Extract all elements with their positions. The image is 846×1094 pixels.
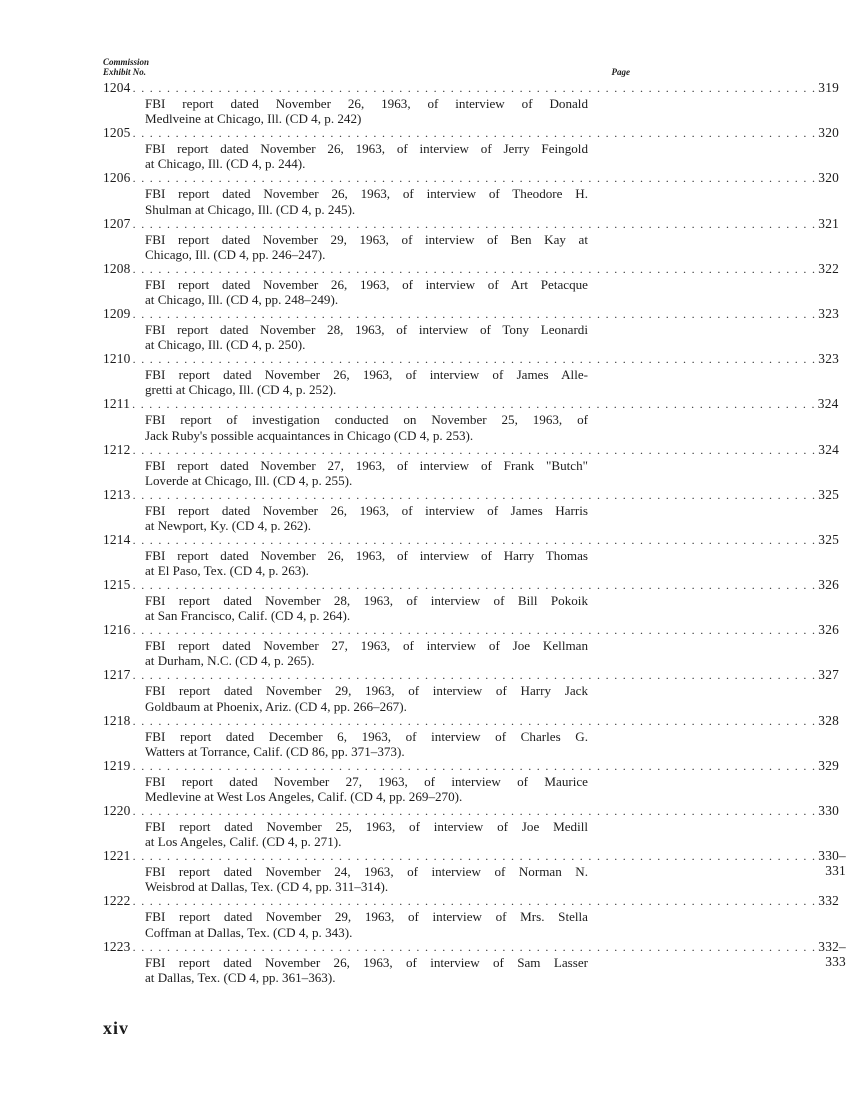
exhibit-description	[145, 955, 588, 985]
exhibit-description	[145, 322, 588, 352]
exhibit-description	[145, 774, 588, 804]
page-reference: 332–333	[818, 938, 846, 969]
exhibit-description	[145, 819, 588, 849]
description-line: at Newport, Ky. (CD 4, p. 262).	[145, 517, 312, 533]
page-reference: 330	[818, 803, 839, 818]
page-reference: 325	[818, 486, 839, 502]
description-line: Goldbaum at Phoenix, Ariz. (CD 4, pp. 266–267).	[145, 698, 407, 714]
description-line: at Dallas, Tex. (CD 4, pp. 361–363).	[145, 969, 336, 985]
page-reference: 326	[818, 622, 839, 638]
exhibit-description	[145, 232, 588, 262]
exhibit-entry	[103, 441, 839, 488]
description-line: Medlevine at West Los Angeles, Calif. (CD 4, pp. 269–270).	[145, 789, 463, 805]
description-line: FBI report dated November 26, 1963, of interview of Art Petacque	[145, 276, 588, 292]
description-line: at Chicago, Ill. (CD 4, pp. 248–249).	[145, 291, 339, 307]
exhibit-entry	[103, 803, 839, 850]
exhibit-number: 1215	[103, 577, 131, 593]
entry-index-line	[103, 170, 839, 186]
exhibit-description	[145, 503, 588, 533]
dot-leader: . . . . . . . . . . . . . . . . . . . . . . . . . . . . . . . . . . . . . . . . . . . . . . . . . . . . . . . . . . . . . . . . . . . . . . . . . . . . . . . .	[132, 306, 817, 321]
description-line: FBI report dated November 25, 1963, of interview of Joe Medill	[145, 819, 588, 834]
dot-leader: . . . . . . . . . . . . . . . . . . . . . . . . . . . . . . . . . . . . . . . . . . . . . . . . . . . . . . . . . . . . . . . . . . . . . . . . . . . . . . . .	[132, 126, 817, 141]
column-label-line1: Commission	[103, 57, 150, 67]
description-line: FBI report dated November 29, 1963, of interview of Mrs. Stella	[145, 909, 588, 925]
description-line: Chicago, Ill. (CD 4, pp. 246–247).	[145, 246, 326, 262]
exhibit-number: 1220	[103, 803, 131, 818]
page-reference: 329	[818, 757, 839, 773]
entry-index-line	[103, 125, 839, 141]
exhibit-description	[145, 548, 588, 578]
description-line: FBI report dated November 26, 1963, of interview of Theodore H.	[145, 186, 588, 202]
page-reference: 320	[818, 170, 839, 186]
exhibit-entry	[103, 351, 839, 398]
exhibit-number: 1216	[103, 622, 131, 638]
exhibit-entry	[103, 260, 839, 307]
exhibit-number: 1211	[103, 396, 131, 412]
exhibit-number: 1204	[103, 80, 131, 95]
entry-index-line	[103, 712, 839, 728]
exhibit-entry	[103, 305, 839, 353]
exhibit-number: 1218	[103, 712, 131, 728]
description-line: Watters at Torrance, Calif. (CD 86, pp. 371–373).	[145, 743, 405, 759]
exhibit-description	[145, 412, 588, 442]
exhibit-list	[103, 80, 846, 985]
exhibit-description	[145, 683, 588, 713]
entry-index-line	[103, 305, 839, 321]
page-reference: 325	[818, 531, 839, 547]
dot-leader: . . . . . . . . . . . . . . . . . . . . . . . . . . . . . . . . . . . . . . . . . . . . . . . . . . . . . . . . . . . . . . . . . . . . . . . . . . . . . . . .	[132, 442, 817, 457]
exhibit-entry	[103, 712, 839, 759]
entry-index-line	[103, 757, 839, 773]
entry-index-line	[103, 803, 839, 818]
dot-leader: . . . . . . . . . . . . . . . . . . . . . . . . . . . . . . . . . . . . . . . . . . . . . . . . . . . . . . . . . . . . . . . . . . . . . . . . . . . . . . . .	[132, 81, 817, 95]
page-reference: 328	[818, 712, 839, 728]
description-line: Jack Ruby's possible acquaintances in Chicago (CD 4, p. 253).	[145, 427, 474, 443]
exhibit-entry	[103, 396, 839, 443]
page-reference: 323	[818, 351, 839, 367]
exhibit-number: 1223	[103, 938, 131, 954]
dot-leader: . . . . . . . . . . . . . . . . . . . . . . . . . . . . . . . . . . . . . . . . . . . . . . . . . . . . . . . . . . . . . . . . . . . . . . . . . . . . . . . .	[132, 261, 817, 276]
description-line: FBI report of investigation conducted on November 25, 1963, of	[145, 412, 588, 428]
exhibit-entry	[103, 667, 839, 714]
exhibit-number: 1210	[103, 351, 131, 367]
exhibit-number: 1208	[103, 260, 131, 276]
exhibit-entry	[103, 80, 839, 127]
description-line: at Chicago, Ill. (CD 4, p. 244).	[145, 156, 306, 172]
description-line: FBI report dated December 6, 1963, of interview of Charles G.	[145, 728, 588, 744]
entry-index-line	[103, 577, 839, 593]
exhibit-entry	[103, 577, 839, 624]
exhibit-column-heading	[103, 57, 149, 77]
page-reference: 321	[818, 215, 839, 231]
description-line: FBI report dated November 29, 1963, of interview of Ben Kay at	[145, 231, 588, 247]
dot-leader: . . . . . . . . . . . . . . . . . . . . . . . . . . . . . . . . . . . . . . . . . . . . . . . . . . . . . . . . . . . . . . . . . . . . . . . . . . . . . . . .	[132, 758, 817, 773]
dot-leader: . . . . . . . . . . . . . . . . . . . . . . . . . . . . . . . . . . . . . . . . . . . . . . . . . . . . . . . . . . . . . . . . . . . . . . . . . . . . . . . .	[132, 532, 817, 547]
exhibit-description	[145, 729, 588, 759]
exhibit-description	[145, 638, 588, 668]
description-line: at Chicago, Ill. (CD 4, p. 250).	[145, 337, 306, 353]
description-line: FBI report dated November 27, 1963, of interview of Frank "Butch"	[145, 457, 588, 473]
entry-index-line	[103, 893, 839, 909]
dot-leader: . . . . . . . . . . . . . . . . . . . . . . . . . . . . . . . . . . . . . . . . . . . . . . . . . . . . . . . . . . . . . . . . . . . . . . . . . . . . . . . .	[132, 487, 817, 502]
entry-index-line	[103, 667, 839, 683]
exhibit-number: 1217	[103, 667, 131, 683]
description-line: FBI report dated November 26, 1963, of interview of Sam Lasser	[145, 954, 588, 970]
exhibit-number: 1205	[103, 125, 131, 141]
dot-leader: . . . . . . . . . . . . . . . . . . . . . . . . . . . . . . . . . . . . . . . . . . . . . . . . . . . . . . . . . . . . . . . . . . . . . . . . . . . . . . . .	[132, 894, 817, 909]
description-line: FBI report dated November 26, 1963, of interview of Jerry Feingold	[145, 141, 588, 157]
page-reference: 320	[818, 125, 839, 141]
description-line: at Los Angeles, Calif. (CD 4, p. 271).	[145, 834, 342, 850]
entry-index-line	[103, 486, 839, 502]
exhibit-description	[145, 593, 588, 623]
exhibit-description	[145, 864, 588, 894]
dot-leader: . . . . . . . . . . . . . . . . . . . . . . . . . . . . . . . . . . . . . . . . . . . . . . . . . . . . . . . . . . . . . . . . . . . . . . . . . . . . . . . .	[132, 578, 817, 593]
entry-index-line	[103, 622, 839, 638]
exhibit-entry	[103, 170, 839, 217]
description-line: at El Paso, Tex. (CD 4, p. 263).	[145, 563, 309, 579]
exhibit-description	[145, 458, 588, 488]
description-line: FBI report dated November 28, 1963, of interview of Tony Leonardi	[145, 321, 588, 337]
entry-index-line	[103, 396, 839, 412]
description-line: FBI report dated November 29, 1963, of interview of Harry Jack	[145, 683, 588, 699]
description-line: FBI report dated November 28, 1963, of interview of Bill Pokoik	[145, 593, 588, 609]
description-line: FBI report dated November 24, 1963, of interview of Norman N.	[145, 864, 588, 880]
entry-index-line	[103, 441, 839, 457]
page-reference: 323	[818, 305, 839, 321]
description-line: Medlveine at Chicago, Ill. (CD 4, p. 242)	[145, 111, 362, 127]
entry-index-line	[103, 260, 839, 276]
exhibit-entry	[103, 531, 839, 579]
column-label-line2: Exhibit No.	[103, 67, 147, 77]
description-line: Loverde at Chicago, Ill. (CD 4, p. 255).	[145, 472, 353, 488]
page-reference: 327	[818, 667, 839, 683]
exhibit-number: 1222	[103, 893, 131, 909]
dot-leader: . . . . . . . . . . . . . . . . . . . . . . . . . . . . . . . . . . . . . . . . . . . . . . . . . . . . . . . . . . . . . . . . . . . . . . . . . . . . . . . .	[132, 171, 817, 186]
exhibit-entry	[103, 757, 839, 805]
description-line: FBI report dated November 27, 1963, of interview of Joe Kellman	[145, 638, 588, 654]
exhibit-description	[145, 186, 588, 216]
dot-leader: . . . . . . . . . . . . . . . . . . . . . . . . . . . . . . . . . . . . . . . . . . . . . . . . . . . . . . . . . . . . . . . . . . . . . . . . . . . . . . . .	[132, 849, 817, 864]
description-line: Weisbrod at Dallas, Tex. (CD 4, pp. 311–314).	[145, 879, 389, 895]
page-column-heading: Page	[611, 67, 630, 77]
page-reference: 322	[818, 260, 839, 276]
exhibit-number: 1219	[103, 757, 131, 773]
page-reference: 330–331	[818, 848, 846, 879]
exhibit-entry	[103, 125, 839, 172]
exhibit-number: 1207	[103, 215, 131, 231]
dot-leader: . . . . . . . . . . . . . . . . . . . . . . . . . . . . . . . . . . . . . . . . . . . . . . . . . . . . . . . . . . . . . . . . . . . . . . . . . . . . . . . .	[132, 623, 817, 638]
description-line: Coffman at Dallas, Tex. (CD 4, p. 343).	[145, 924, 353, 940]
page-reference: 324	[817, 396, 839, 412]
exhibit-number: 1213	[103, 486, 131, 502]
entry-index-line	[103, 80, 839, 95]
dot-leader: . . . . . . . . . . . . . . . . . . . . . . . . . . . . . . . . . . . . . . . . . . . . . . . . . . . . . . . . . . . . . . . . . . . . . . . . . . . . . . . .	[132, 216, 817, 231]
exhibit-description	[145, 96, 588, 126]
description-line: FBI report dated November 27, 1963, of interview of Maurice	[145, 773, 588, 789]
dot-leader: . . . . . . . . . . . . . . . . . . . . . . . . . . . . . . . . . . . . . . . . . . . . . . . . . . . . . . . . . . . . . . . . . . . . . . . . . . . . . . . .	[132, 804, 817, 818]
dot-leader: . . . . . . . . . . . . . . . . . . . . . . . . . . . . . . . . . . . . . . . . . . . . . . . . . . . . . . . . . . . . . . . . . . . . . . . . . . . . . . . .	[132, 713, 817, 728]
exhibit-number: 1221	[103, 848, 131, 864]
exhibit-description	[145, 909, 588, 939]
exhibit-entry	[103, 848, 846, 895]
exhibit-entry	[103, 938, 846, 985]
exhibit-entry	[103, 486, 839, 533]
description-line: Shulman at Chicago, Ill. (CD 4, p. 245).	[145, 201, 356, 217]
exhibit-entry	[103, 893, 839, 940]
exhibit-number: 1209	[103, 305, 131, 321]
exhibit-number: 1212	[103, 441, 131, 457]
exhibit-description	[145, 277, 588, 307]
description-line: at Durham, N.C. (CD 4, p. 265).	[145, 653, 315, 669]
dot-leader: . . . . . . . . . . . . . . . . . . . . . . . . . . . . . . . . . . . . . . . . . . . . . . . . . . . . . . . . . . . . . . . . . . . . . . . . . . . . . . . .	[132, 397, 816, 412]
exhibit-description	[145, 367, 588, 397]
roman-page-number: xiv	[103, 1018, 130, 1038]
dot-leader: . . . . . . . . . . . . . . . . . . . . . . . . . . . . . . . . . . . . . . . . . . . . . . . . . . . . . . . . . . . . . . . . . . . . . . . . . . . . . . . .	[132, 668, 817, 683]
page-reference: 319	[818, 80, 839, 95]
entry-index-line	[103, 531, 839, 547]
dot-leader: . . . . . . . . . . . . . . . . . . . . . . . . . . . . . . . . . . . . . . . . . . . . . . . . . . . . . . . . . . . . . . . . . . . . . . . . . . . . . . . .	[132, 939, 817, 954]
exhibit-entry	[103, 215, 839, 262]
description-line: FBI report dated November 26, 1963, of interview of Donald	[145, 96, 588, 111]
entry-index-line	[103, 215, 839, 231]
description-line: at San Francisco, Calif. (CD 4, p. 264).	[145, 608, 351, 624]
page-reference: 324	[818, 441, 839, 457]
exhibit-number: 1214	[103, 531, 131, 547]
page-reference: 326	[818, 577, 839, 593]
description-line: gretti at Chicago, Ill. (CD 4, p. 252).	[145, 382, 337, 398]
description-line: FBI report dated November 26, 1963, of interview of James Alle-	[145, 367, 588, 383]
exhibit-entry	[103, 622, 839, 669]
entry-index-line	[103, 351, 839, 367]
exhibit-description	[145, 141, 588, 171]
description-line: FBI report dated November 26, 1963, of interview of James Harris	[145, 502, 588, 518]
page-reference: 332	[818, 893, 839, 909]
exhibit-number: 1206	[103, 170, 131, 186]
description-line: FBI report dated November 26, 1963, of interview of Harry Thomas	[145, 547, 588, 563]
dot-leader: . . . . . . . . . . . . . . . . . . . . . . . . . . . . . . . . . . . . . . . . . . . . . . . . . . . . . . . . . . . . . . . . . . . . . . . . . . . . . . . .	[132, 352, 817, 367]
